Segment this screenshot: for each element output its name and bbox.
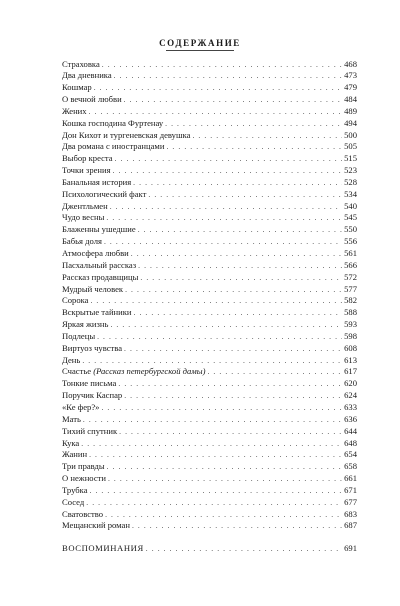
toc-entry [62, 236, 357, 248]
toc-page: 479 [344, 82, 357, 93]
toc-section-memoirs [62, 543, 357, 555]
toc-page: 671 [344, 484, 357, 495]
toc-entry [62, 473, 357, 485]
toc-leader [82, 355, 342, 367]
toc-entry [62, 70, 357, 82]
toc-page: 617 [344, 366, 357, 377]
toc-page: 545 [344, 212, 357, 223]
toc-leader [90, 485, 343, 497]
toc-entry [62, 201, 357, 213]
toc-page: 588 [344, 307, 357, 318]
toc-title: Тихий спутник [62, 425, 118, 436]
toc-title: Атмосфера любви [62, 248, 129, 258]
toc-page: 654 [344, 449, 357, 460]
toc-title: Мещанский роман [62, 520, 130, 531]
toc-entry [62, 497, 357, 509]
toc-leader [105, 509, 342, 521]
toc-leader [131, 248, 342, 260]
toc-title: Сосед [62, 496, 85, 507]
toc-leader [119, 426, 342, 438]
toc-leader [192, 130, 342, 142]
toc-title: Два дневника [62, 70, 112, 81]
toc-title: Три правды [62, 461, 105, 472]
toc-page: 500 [344, 129, 357, 140]
toc-entry [62, 165, 357, 177]
toc-page: 489 [344, 105, 357, 116]
toc-leader [110, 319, 342, 331]
toc-leader [108, 473, 342, 485]
toc-leader [124, 390, 342, 402]
toc-entry [62, 509, 357, 521]
toc-entry [62, 82, 357, 94]
toc-page: 523 [344, 165, 357, 176]
toc-title: Кука [62, 437, 80, 448]
toc-entry [62, 366, 357, 378]
toc-page: 556 [344, 236, 357, 247]
toc-title: Банальная история [62, 176, 132, 187]
toc-entry [62, 402, 357, 414]
toc-page: 577 [344, 283, 357, 294]
toc-leader [138, 260, 342, 272]
toc-entry [62, 295, 357, 307]
toc-title: Мудрый человек [62, 283, 124, 294]
toc-title: Пасхальный рассказ [62, 259, 137, 270]
toc-title: День [62, 354, 81, 365]
toc-entry [62, 153, 357, 165]
toc-page: 620 [344, 378, 357, 389]
toc-entry [62, 449, 357, 461]
toc-leader [94, 82, 342, 94]
toc-page: 572 [344, 271, 357, 282]
toc-title: Яркая жизнь [62, 319, 109, 330]
table-of-contents [62, 59, 357, 556]
toc-leader [115, 153, 342, 165]
toc-leader [104, 236, 342, 248]
toc-page: 683 [344, 508, 357, 519]
page-title: СОДЕРЖАНИЕ [159, 38, 241, 48]
toc-leader [148, 189, 342, 201]
toc-entry [62, 189, 357, 201]
toc-entry [62, 319, 357, 331]
toc-title: «Ке фер?» [62, 401, 100, 412]
toc-title: Выбор креста [62, 153, 113, 164]
toc-page: 661 [344, 473, 357, 484]
toc-title: Виртуоз чувства [62, 342, 123, 353]
toc-page: 505 [344, 141, 357, 152]
toc-page: 648 [344, 437, 357, 448]
toc-page: 608 [344, 342, 357, 353]
toc-title: Поручик Каспар [62, 390, 123, 401]
toc-page: 540 [344, 200, 357, 211]
toc-page: 484 [344, 94, 357, 105]
toc-leader [113, 165, 343, 177]
toc-leader [124, 343, 342, 355]
toc-title: Дон Кихот и тургеневская девушка [62, 129, 191, 140]
toc-title: Джентльмен [62, 200, 108, 211]
toc-page: 598 [344, 330, 357, 341]
toc-page: 613 [344, 354, 357, 365]
toc-title [62, 366, 205, 378]
toc-leader [124, 94, 342, 106]
toc-page: 633 [344, 401, 357, 412]
toc-entry [62, 106, 357, 118]
toc-entry [62, 378, 357, 390]
toc-entry [62, 248, 357, 260]
toc-entry [62, 141, 357, 153]
toc-leader [102, 59, 342, 71]
toc-page: 566 [344, 259, 357, 270]
toc-leader [114, 70, 342, 82]
toc-entry [62, 355, 357, 367]
toc-leader [138, 224, 342, 236]
toc-entry [62, 272, 357, 284]
toc-title: Сватовство [62, 508, 104, 519]
toc-title: Рассказ продавщицы [62, 271, 139, 282]
toc-page: 677 [344, 496, 357, 507]
toc-leader [140, 272, 342, 284]
toc-page: 528 [344, 176, 357, 187]
toc-title: Жених [62, 105, 87, 116]
toc-entry [62, 331, 357, 343]
toc-leader [132, 520, 342, 532]
toc-title: Блаженны ушедшие [62, 224, 136, 235]
toc-entry [62, 426, 357, 438]
toc-page: 687 [344, 520, 357, 531]
toc-leader [165, 118, 342, 130]
toc-title: Кошка господина Фуртенау [62, 117, 164, 128]
toc-title: Кошмар [62, 82, 92, 93]
toc-leader [133, 177, 342, 189]
toc-page: 550 [344, 224, 357, 235]
toc-entry [62, 260, 357, 272]
toc-title: Точки зрения [62, 165, 111, 176]
toc-page: 515 [344, 153, 357, 164]
toc-title: Бабья доля [62, 236, 102, 247]
toc-leader [89, 449, 342, 461]
toc-title: Психологический факт [62, 188, 147, 199]
toc-entry [62, 59, 357, 71]
toc-title: Тонкие письма [62, 378, 117, 389]
toc-leader [207, 366, 342, 378]
toc-entry [62, 461, 357, 473]
toc-subtitle: (Рассказ петербургской дамы) [93, 366, 206, 377]
toc-entry [62, 485, 357, 497]
toc-title: Трубка [62, 484, 88, 495]
toc-leader [83, 414, 342, 426]
toc-leader [89, 106, 343, 118]
toc-entry [62, 520, 357, 532]
toc-entry [62, 414, 357, 426]
toc-title: Страховка [62, 58, 100, 69]
toc-title: Сорока [62, 295, 89, 306]
toc-leader [110, 201, 342, 213]
toc-leader [97, 331, 342, 343]
toc-entry [62, 130, 357, 142]
toc-page: 593 [344, 319, 357, 330]
title-rule [166, 50, 234, 51]
toc-page: 691 [344, 543, 357, 554]
toc-page: 534 [344, 188, 357, 199]
toc-entry [62, 284, 357, 296]
toc-page: 636 [344, 413, 357, 424]
toc-leader [146, 543, 342, 555]
toc-page: 644 [344, 425, 357, 436]
toc-page: 624 [344, 390, 357, 401]
toc-entry [62, 94, 357, 106]
toc-title: Мать [62, 413, 81, 424]
toc-entry [62, 224, 357, 236]
toc-entry [62, 118, 357, 130]
toc-entry [62, 438, 357, 450]
toc-leader [118, 378, 342, 390]
toc-leader [106, 212, 342, 224]
toc-leader [86, 497, 342, 509]
toc-leader [125, 284, 342, 296]
toc-page: 473 [344, 70, 357, 81]
toc-entry [62, 307, 357, 319]
toc-leader [107, 461, 342, 473]
toc-leader [81, 438, 342, 450]
toc-leader [101, 402, 342, 414]
toc-title: Два романа с иностранцами [62, 141, 165, 152]
toc-page: 468 [344, 58, 357, 69]
toc-title: Жанин [62, 449, 88, 460]
toc-page: 494 [344, 117, 357, 128]
toc-entry [62, 212, 357, 224]
toc-leader [90, 295, 342, 307]
toc-title-main: Счастье [62, 366, 92, 377]
toc-entry [62, 343, 357, 355]
toc-title: Чудо весны [62, 212, 105, 223]
toc-entry [62, 390, 357, 402]
toc-leader [166, 141, 342, 153]
toc-page: 582 [344, 295, 357, 306]
toc-title: О вечной любви [62, 94, 122, 105]
toc-title: ВОСПОМИНАНИЯ [62, 543, 144, 554]
toc-title: О нежности [62, 473, 106, 484]
toc-leader [134, 307, 343, 319]
toc-page: 561 [344, 248, 357, 258]
toc-title: Подлецы [62, 330, 96, 341]
toc-entry [62, 177, 357, 189]
toc-page: 658 [344, 461, 357, 472]
toc-title: Вскрытые тайники [62, 307, 132, 318]
